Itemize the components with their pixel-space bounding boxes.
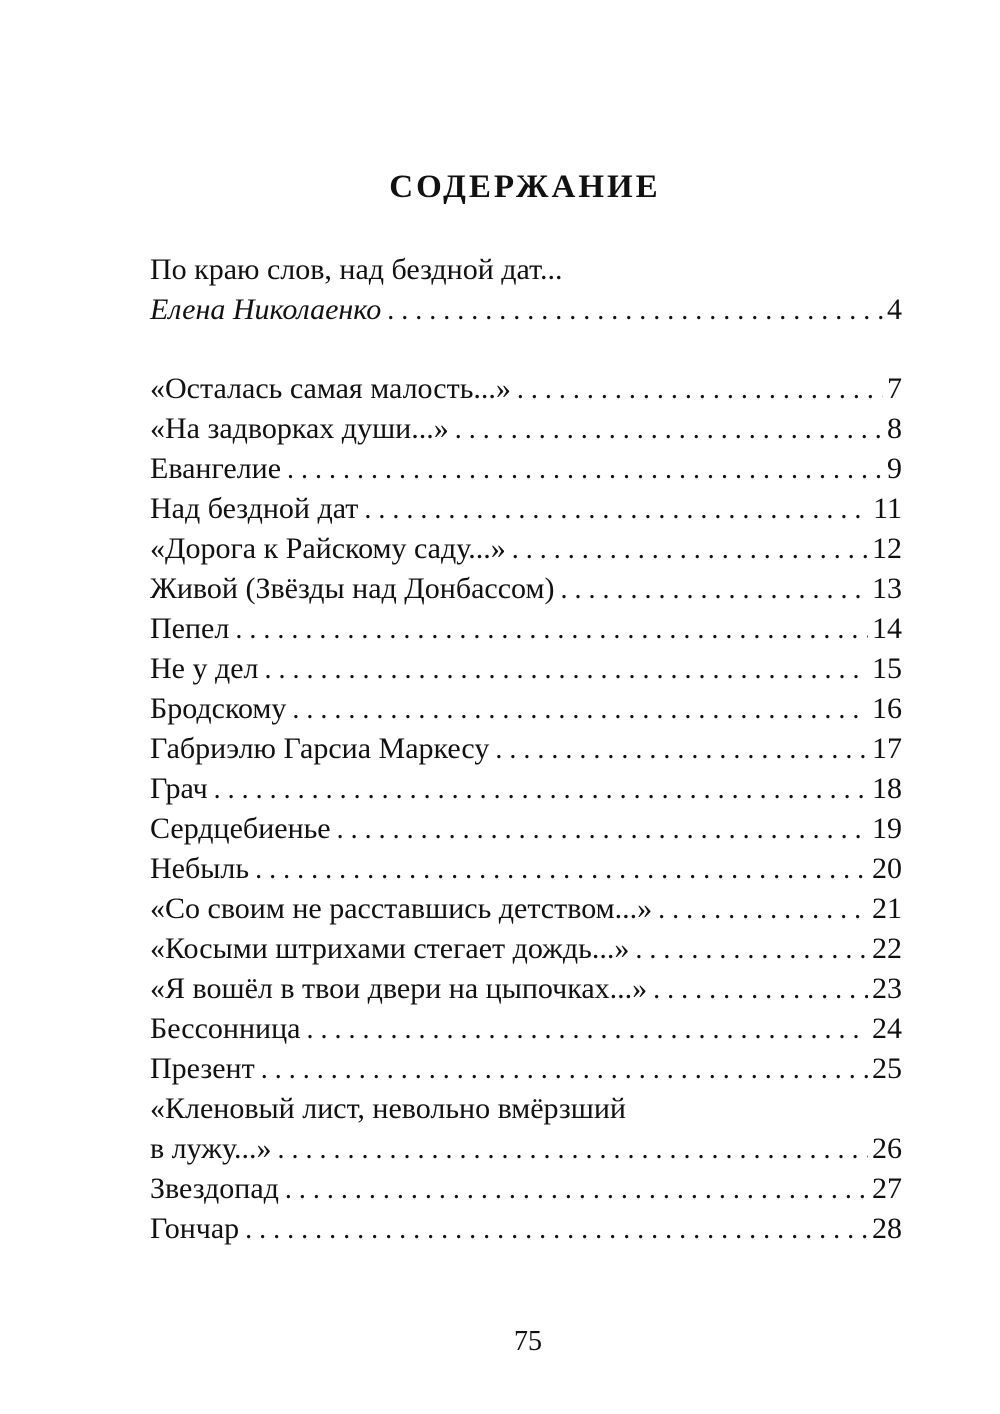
intro-heading: По краю слов, над бездной дат... [150,253,563,286]
toc-entry[interactable] [150,849,902,889]
entry-title: Грач [150,772,208,805]
entry-title: Звездопад [150,1172,279,1205]
leader-dots [652,890,868,930]
entry-title: Не у дел [150,652,259,685]
entry-title: «Я вошёл в твои двери на цыпочках...» [150,972,648,1005]
section-gap [150,330,902,369]
toc-entry[interactable] [150,1209,902,1249]
toc-entry[interactable] [150,1009,902,1049]
leader-dots [281,450,883,490]
leader-dots [554,570,868,610]
toc-entry[interactable] [150,1049,902,1089]
entry-page-number: 17 [872,732,902,765]
toc-entry[interactable] [150,569,902,609]
entry-title-line-2-row [150,1129,902,1169]
entry-title: Живой (Звёзды над Донбассом) [150,572,555,605]
table-of-contents [150,250,902,1249]
leader-dots [255,1050,868,1090]
leader-dots [511,370,883,410]
entry-page-number: 16 [872,692,902,725]
leader-dots [331,810,868,850]
entry-title: «Со своим не расставшись детством...» [150,892,653,925]
leader-dots [229,610,868,650]
entry-title: Бессонница [150,1012,301,1045]
entry-page-number: 26 [872,1132,902,1165]
entry-page-number: 14 [872,612,902,645]
entry-title: Презент [150,1052,255,1085]
leader-dots [300,1010,868,1050]
entry-page-number: 28 [872,1212,902,1245]
entry-page-number: 8 [887,412,902,445]
entry-page-number: 21 [872,892,902,925]
entry-page-number: 24 [872,1012,902,1045]
toc-entry[interactable] [150,889,902,929]
entry-page-number: 19 [872,812,902,845]
toc-entry[interactable] [150,609,902,649]
leader-dots [358,490,869,530]
entry-title: Небыль [150,852,250,885]
intro-author-row[interactable] [150,290,902,330]
toc-entry[interactable] [150,489,902,529]
leader-dots [449,410,883,450]
entry-page-number: 9 [887,452,902,485]
leader-dots [239,1210,868,1250]
entry-title-line-1: «Кленовый лист, невольно вмёрзший [150,1092,626,1125]
entry-page-number: 18 [872,772,902,805]
leader-dots [279,1170,868,1210]
leader-dots [506,530,868,570]
leader-dots [249,850,868,890]
entry-page-number: 4 [887,293,902,326]
entry-title: Сердцебиенье [150,812,331,845]
entry-page-number: 20 [872,852,902,885]
entry-page-number: 7 [887,372,902,405]
entry-title: Евангелие [150,452,282,485]
entry-title: Гончар [150,1212,240,1245]
page-title: СОДЕРЖАНИЕ [389,169,661,205]
entry-title: «Дорога к Райскому саду...» [150,532,506,565]
leader-dots [208,770,868,810]
toc-entry[interactable] [150,369,902,409]
toc-entry[interactable] [150,1169,902,1209]
leader-dots [381,291,883,331]
leader-dots [271,1130,868,1170]
entry-page-number: 11 [873,492,902,525]
toc-entry[interactable] [150,729,902,769]
toc-entry[interactable] [150,409,902,449]
toc-entry[interactable] [150,449,902,489]
toc-entry[interactable] [150,529,902,569]
entry-page-number: 13 [872,572,902,605]
entry-title: Бродскому [150,692,287,725]
entry-page-number: 12 [872,532,902,565]
entry-page-number: 15 [872,652,902,685]
leader-dots [286,690,868,730]
toc-entry[interactable] [150,929,902,969]
intro-author: Елена Николаенко [150,293,382,326]
entry-page-number: 23 [872,972,902,1005]
entry-title-line-2: в лужу...» [150,1132,272,1165]
entry-title: Над бездной дат [150,492,359,525]
entries-list [150,369,902,1089]
entry-page-number: 27 [872,1172,902,1205]
toc-entry-wrapped[interactable] [150,1089,902,1169]
leader-dots [629,930,868,970]
entry-title: «Осталась самая малость...» [150,372,511,405]
toc-entry[interactable] [150,769,902,809]
entry-title: Габриэлю Гарсиа Маркесу [150,732,490,765]
page-number: 75 [514,1326,542,1357]
entry-page-number: 22 [872,932,902,965]
entry-page-number: 25 [872,1052,902,1085]
leader-dots [259,650,868,690]
toc-entry[interactable] [150,809,902,849]
toc-entry[interactable] [150,649,902,689]
toc-entry[interactable] [150,969,902,1009]
entry-title: Пепел [150,612,230,645]
entry-title: «Косыми штрихами стегает дождь...» [150,932,630,965]
leader-dots [489,730,868,770]
leader-dots [647,970,868,1010]
entry-title: «На задворках души...» [150,412,449,445]
toc-entry[interactable] [150,689,902,729]
